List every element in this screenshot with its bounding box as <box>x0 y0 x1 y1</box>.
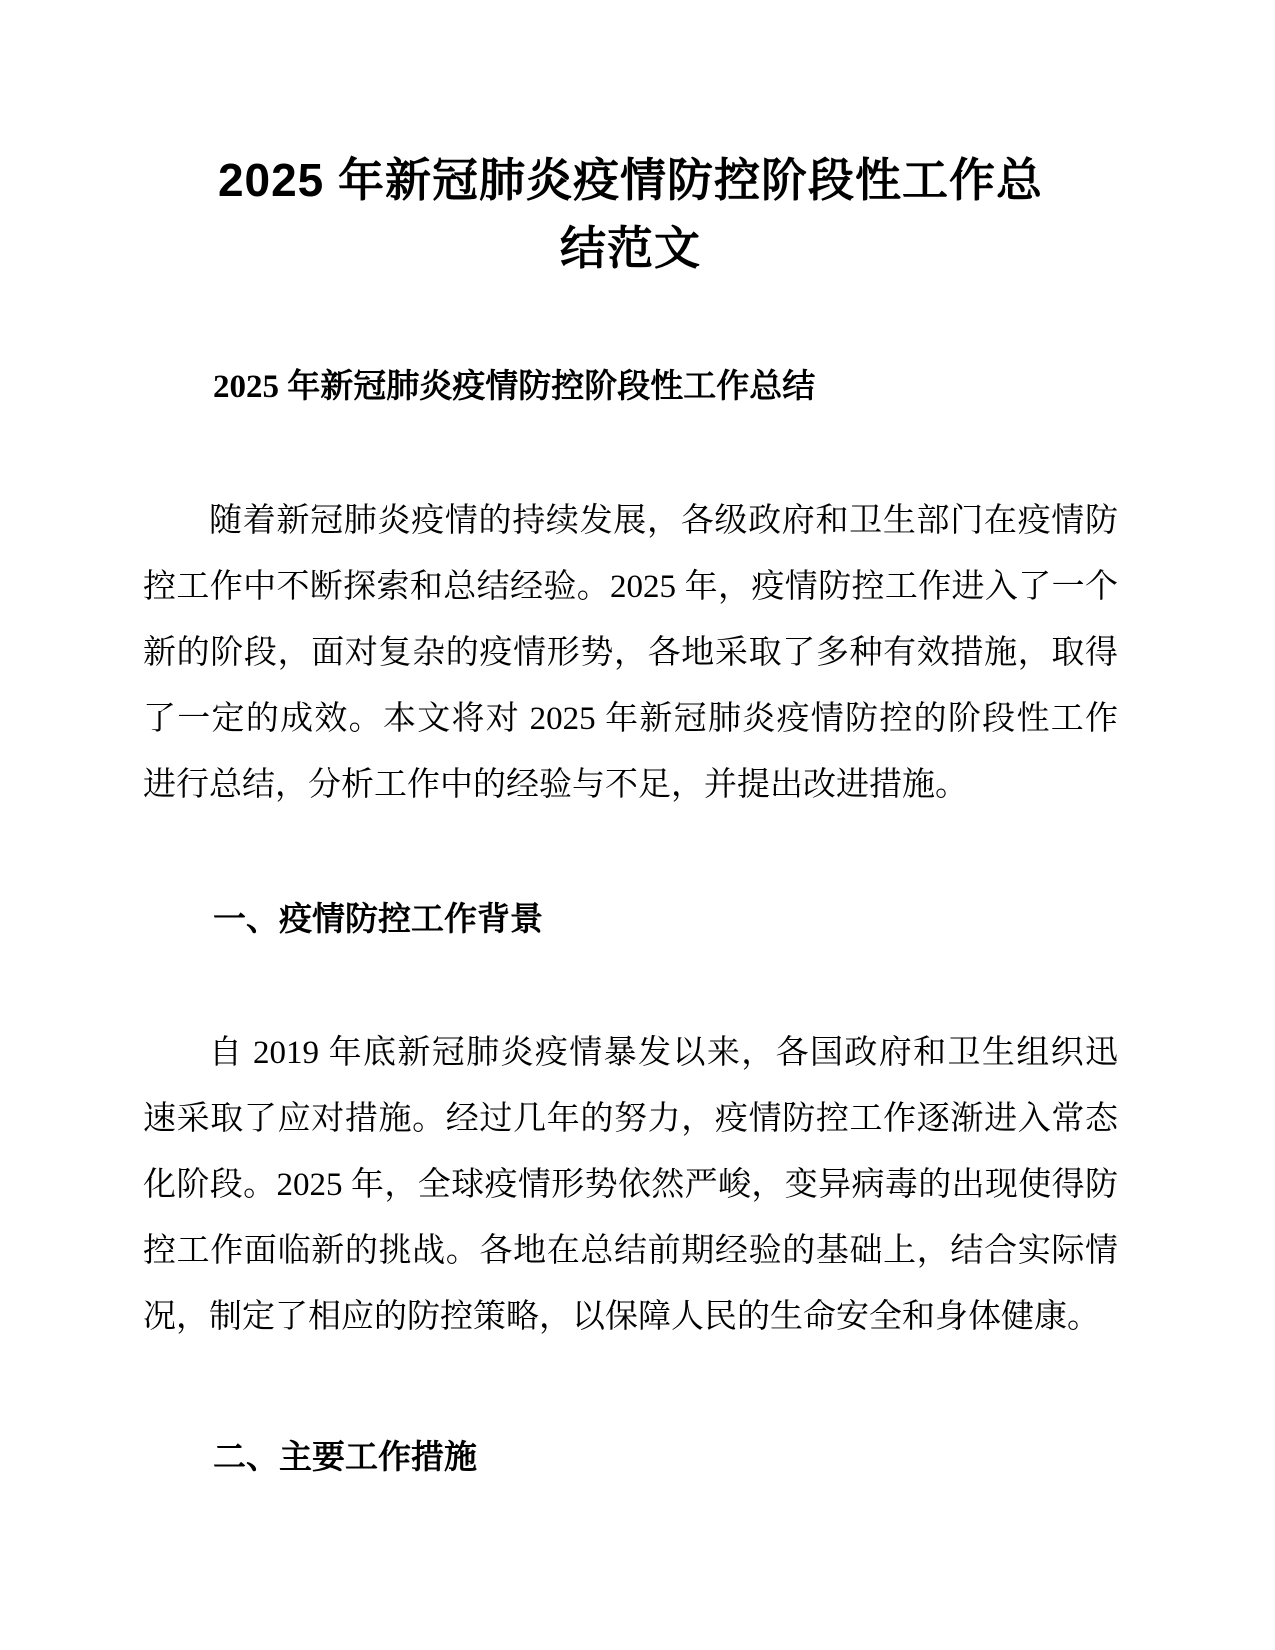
paragraph-background-line-3: 化阶段。2025 年，全球疫情形势依然严峻，变异病毒的出现使得防 <box>143 1167 1118 1203</box>
paragraph-intro-line-3: 新的阶段，面对复杂的疫情形势，各地采取了多种有效措施，取得 <box>143 635 1118 671</box>
paragraph-background-line-1: 自 2019 年底新冠肺炎疫情暴发以来，各国政府和卫生组织迅 <box>209 1035 1118 1071</box>
document-subtitle: 2025 年新冠肺炎疫情防控阶段性工作总结 <box>213 369 816 405</box>
paragraph-background-line-4: 控工作面临新的挑战。各地在总结前期经验的基础上，结合实际情 <box>143 1233 1118 1269</box>
document-title <box>143 146 1118 282</box>
paragraph-background <box>143 1020 1118 1350</box>
section-heading-background: 一、疫情防控工作背景 <box>213 900 543 937</box>
document-title-line-2: 结范文 <box>560 222 701 274</box>
section-heading-measures: 二、主要工作措施 <box>213 1438 477 1475</box>
paragraph-intro-line-4: 了一定的成效。本文将对 2025 年新冠肺炎疫情防控的阶段性工作 <box>143 701 1118 737</box>
document-content <box>143 146 1118 1490</box>
paragraph-background-line-2: 速采取了应对措施。经过几年的努力，疫情防控工作逐渐进入常态 <box>143 1101 1118 1137</box>
paragraph-intro-line-1: 随着新冠肺炎疫情的持续发展，各级政府和卫生部门在疫情防 <box>209 503 1118 539</box>
paragraph-intro <box>143 488 1118 818</box>
document-title-line-1: 2025 年新冠肺炎疫情防控阶段性工作总 <box>217 154 1044 206</box>
paragraph-intro-line-2: 控工作中不断探索和总结经验。2025 年，疫情防控工作进入了一个 <box>143 569 1118 605</box>
paragraph-intro-line-5: 进行总结，分析工作中的经验与不足，并提出改进措施。 <box>143 767 968 803</box>
paragraph-background-line-5: 况，制定了相应的防控策略，以保障人民的生命安全和身体健康。 <box>143 1299 1100 1335</box>
